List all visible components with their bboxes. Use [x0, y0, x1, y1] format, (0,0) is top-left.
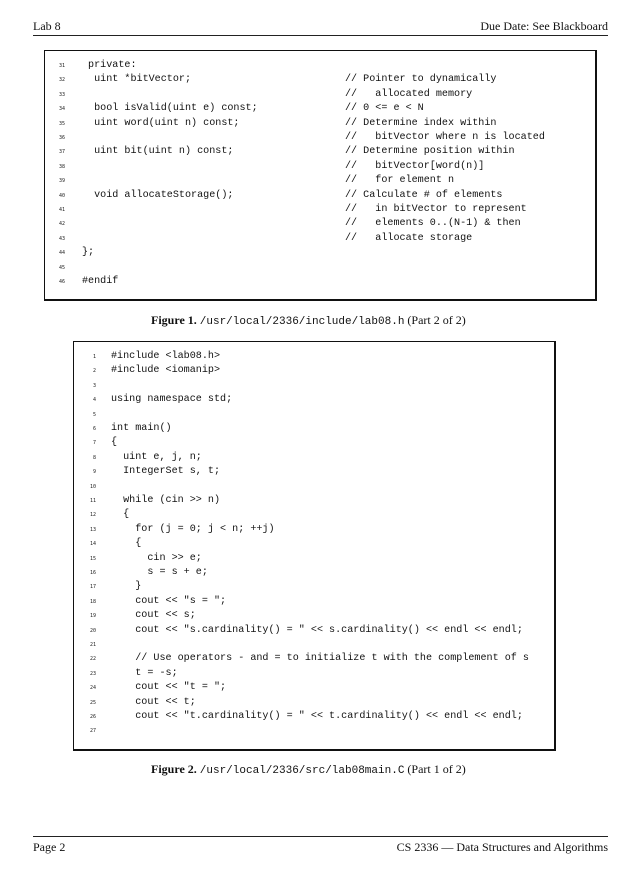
- code-text: t = -s;: [111, 667, 178, 679]
- line-number: 22: [89, 656, 96, 663]
- line-number: 38: [58, 163, 65, 170]
- code-text: cout << "s = ";: [111, 595, 227, 607]
- code-text: // Use operators - and = to initialize t with the complement of s: [111, 653, 529, 665]
- code-comment: // bitVector[word(n)]: [345, 160, 485, 172]
- line-number: 9: [92, 469, 96, 476]
- code-comment: // Calculate # of elements: [345, 189, 503, 201]
- header-left: Lab 8: [33, 19, 61, 33]
- line-number: 18: [89, 598, 96, 605]
- line-number: 17: [89, 584, 96, 591]
- line-number: 46: [58, 279, 65, 285]
- line-number: 13: [89, 526, 96, 533]
- code-text: {: [111, 538, 142, 550]
- code-comment: // in bitVector to represent: [345, 204, 527, 215]
- line-number: 24: [89, 685, 96, 692]
- figure1-part: (Part 2 of 2): [407, 313, 466, 327]
- figure2-part: (Part 1 of 2): [407, 762, 466, 776]
- line-number: 39: [58, 178, 65, 185]
- line-number: 10: [89, 483, 96, 490]
- code-comment: // for element n: [345, 175, 455, 187]
- header-right: Due Date: See Blackboard: [480, 19, 608, 33]
- figure1-path: /usr/local/2336/include/lab08.h: [199, 316, 405, 328]
- line-number: 45: [58, 264, 65, 271]
- code-text: private:: [82, 60, 137, 71]
- line-number: 32: [58, 77, 65, 84]
- code-text: uint word(uint n) const;: [82, 117, 240, 129]
- code-text: };: [82, 247, 95, 259]
- code-text: cout << t;: [111, 696, 196, 708]
- line-number: 1: [92, 354, 96, 360]
- figure1-code-box: [44, 50, 597, 301]
- footer-left: Page 2: [33, 840, 66, 854]
- line-number: 43: [58, 235, 65, 242]
- figure1-label: Figure 1.: [151, 313, 197, 327]
- line-number: 5: [92, 411, 96, 418]
- code-text: cout << "s.cardinality() = " << s.cardinality() << endl << endl;: [111, 624, 523, 636]
- code-text: cin >> e;: [111, 552, 202, 564]
- line-number: 2: [92, 368, 96, 375]
- line-number: 31: [58, 63, 65, 69]
- line-number: 33: [58, 91, 65, 98]
- figure2-path: /usr/local/2336/src/lab08main.C: [199, 765, 405, 777]
- line-number: 36: [58, 135, 65, 141]
- code-comment: // Determine position within: [345, 146, 515, 158]
- line-number: 37: [58, 149, 65, 156]
- line-number: 21: [89, 642, 96, 648]
- code-text: cout << "t = ";: [111, 682, 227, 694]
- code-text: using namespace std;: [111, 394, 233, 406]
- line-number: 7: [92, 440, 96, 447]
- figure1-caption: [151, 313, 466, 328]
- figure2-code-box: [73, 341, 556, 751]
- code-text: IntegerSet s, t;: [111, 466, 221, 478]
- line-number: 23: [89, 670, 96, 677]
- line-number: 15: [89, 555, 96, 562]
- code-text: for (j = 0; j < n; ++j): [111, 523, 275, 535]
- code-comment: // 0 <= e < N: [345, 103, 424, 115]
- code-text: uint *bitVector;: [82, 74, 192, 86]
- line-number: 41: [58, 207, 65, 213]
- code-text: int main(): [111, 423, 172, 434]
- code-text: cout << "t.cardinality() = " << t.cardinality() << endl << endl;: [111, 711, 523, 722]
- code-text: #include <iomanip>: [111, 365, 221, 377]
- line-number: 25: [89, 699, 96, 706]
- code-text: {: [111, 437, 118, 449]
- code-comment: // elements 0..(N-1) & then: [345, 218, 521, 230]
- code-text: void allocateStorage();: [82, 189, 234, 201]
- code-text: while (cin >> n): [111, 495, 221, 506]
- figure2-caption: [151, 762, 466, 777]
- line-number: 11: [89, 498, 96, 504]
- line-number: 16: [89, 570, 96, 576]
- code-text: uint e, j, n;: [111, 451, 202, 463]
- line-number: 19: [89, 613, 96, 620]
- code-text: #endif: [82, 276, 119, 287]
- line-number: 42: [58, 221, 65, 228]
- code-text: cout << s;: [111, 610, 196, 622]
- code-comment: // bitVector where n is located: [345, 132, 545, 143]
- line-number: 27: [89, 728, 96, 735]
- line-number: 4: [92, 397, 96, 404]
- footer-right: CS 2336 — Data Structures and Algorithms: [396, 840, 608, 854]
- code-text: {: [111, 509, 130, 521]
- line-number: 6: [92, 426, 96, 432]
- code-text: s = s + e;: [111, 567, 208, 578]
- code-comment: // Pointer to dynamically: [345, 74, 497, 86]
- line-number: 3: [92, 382, 96, 389]
- line-number: 12: [89, 512, 96, 519]
- page-header: [33, 19, 608, 36]
- code-text: #include <lab08.h>: [111, 351, 221, 362]
- code-text: uint bit(uint n) const;: [82, 146, 234, 158]
- figure2-label: Figure 2.: [151, 762, 197, 776]
- line-number: 34: [58, 106, 65, 113]
- code-text: }: [111, 581, 142, 593]
- line-number: 26: [89, 714, 96, 720]
- line-number: 8: [92, 454, 96, 461]
- line-number: 14: [89, 541, 96, 548]
- page-footer: [33, 836, 608, 857]
- line-number: 44: [58, 250, 65, 257]
- code-text: bool isValid(uint e) const;: [82, 103, 258, 115]
- code-comment: // allocated memory: [345, 88, 473, 100]
- line-number: 20: [89, 627, 96, 634]
- code-comment: // Determine index within: [345, 117, 497, 129]
- line-number: 40: [58, 192, 65, 199]
- line-number: 35: [58, 120, 65, 127]
- code-comment: // allocate storage: [345, 232, 473, 244]
